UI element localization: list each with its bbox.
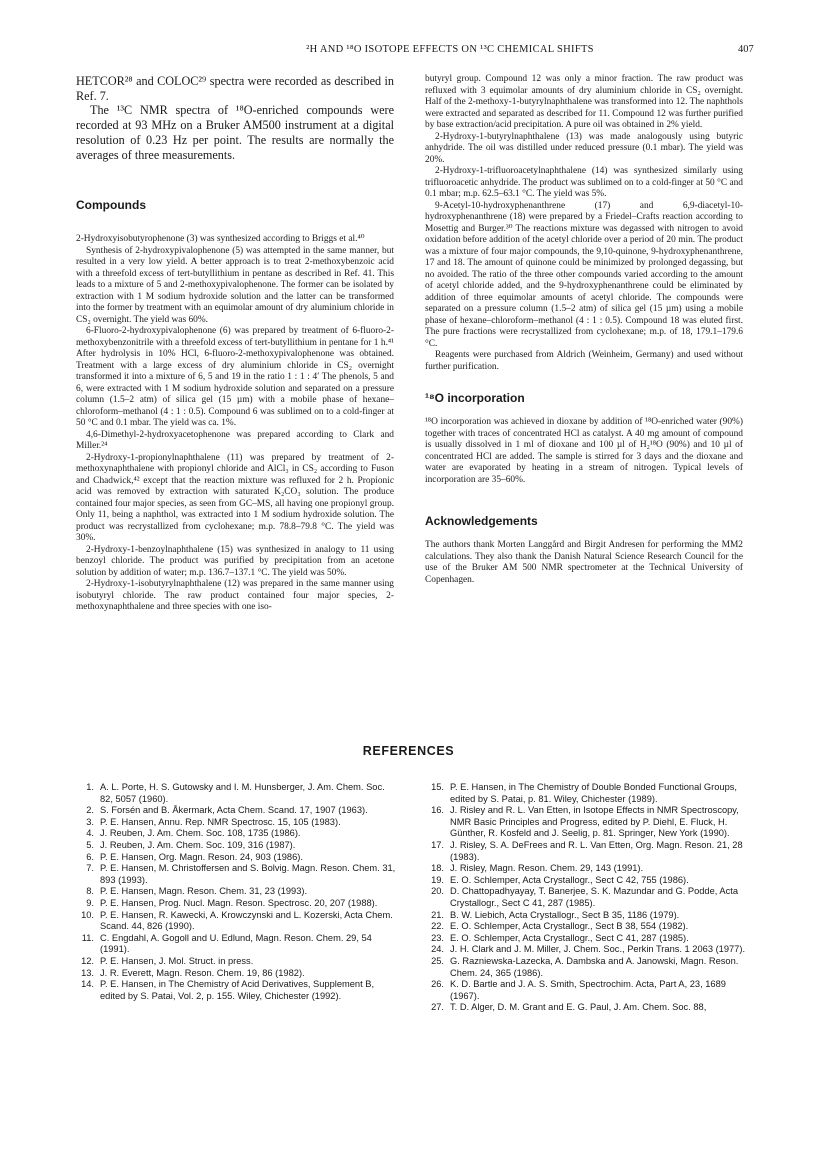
reference-item xyxy=(428,921,750,933)
intro-paragraph: HETCOR²⁸ and COLOC²⁹ spectra were recorded as described in Ref. 7. xyxy=(76,74,394,103)
reference-text: P. E. Hansen, in The Chemistry of Acid Derivatives, Supplement B, edited by S. Patai, Vol. 2, p. 155. Wiley, Chichester (1992). xyxy=(100,979,375,1001)
reference-text: P. E. Hansen, Magn. Reson. Chem. 31, 23 (1993). xyxy=(100,886,308,897)
reference-text: J. Reuben, J. Am. Chem. Soc. 109, 316 (1987). xyxy=(100,839,296,850)
reference-text: D. Chattopadhyayay, T. Banerjee, S. K. Mazundar and G. Podde, Acta Crystallogr., Sect C 41, 287 (1985). xyxy=(450,886,739,908)
reference-number: 25. xyxy=(431,955,444,966)
reference-item xyxy=(428,1002,750,1014)
reference-number: 10. xyxy=(81,909,94,920)
reference-item xyxy=(78,910,400,933)
reference-item xyxy=(78,979,400,1002)
incorporation-text: ¹⁸O incorporation was achieved in dioxane by addition of ¹⁸O-enriched water (90%) together with traces of concentrated HCl as catalyst. A 40 mg amount of compound is usually dissolved in 1 ml of dioxane and 100 µl of H₂¹⁸O (90%) and 10 µl of concentrated HCl are added. The sample is stirred for 3 days and the dioxane and water are evaporated by heating in a stream of nitrogen. Typical levels of incorporation are 35–60%. xyxy=(425,417,743,485)
compound-paragraph: 2-Hydroxy-1-trifluoroacetylnaphthalene (14) was synthesized similarly using trifluoroacetic anhydride. The product was sublimed on to a cold-finger at 50 °C and 0.1 mbar; m.p. 62.5–63.1 °C. The yield was 5%. xyxy=(425,166,743,199)
reference-number: 14. xyxy=(81,979,94,990)
reference-item xyxy=(78,817,400,829)
reference-item xyxy=(78,898,400,910)
reference-text: C. Engdahl, A. Gogoll and U. Edlund, Magn. Reson. Chem. 29, 54 (1991). xyxy=(100,932,372,955)
reference-number: 3. xyxy=(86,816,94,827)
references-heading: REFERENCES xyxy=(362,744,455,758)
reference-number: 16. xyxy=(431,805,444,816)
reference-text: P. E. Hansen, in The Chemistry of Double Bonded Functional Groups, edited by S. Patai, p. 81. Wiley, Chichester (1989). xyxy=(450,782,737,804)
reference-text: J. Risley, S. A. DeFrees and R. L. Van Etten, Org. Magn. Reson. 21, 28 (1983). xyxy=(450,839,743,862)
compound-paragraph: Synthesis of 2-hydroxypivalophenone (5) was attempted in the same manner, but resulted in a very low yield. A better approach is to treat 2-methoxybenzoic acid with a threefold excess of tert-butyllithium in pentane as described in Ref. 41. This leads to a mixture of 5 and 2-methoxypivalophenone. The former can be isolated by extraction with 1 M sodium hydroxide solution and the latter can be transformed into the former by treatment with an equimolar amount of dry aluminium chloride in CS₂ overnight. The yield was 60%. xyxy=(76,245,394,325)
reference-text: T. D. Alger, D. M. Grant and E. G. Paul, J. Am. Chem. Soc. 88, xyxy=(450,1002,707,1013)
compound-paragraph: 2-Hydroxy-1-isobutyrylnaphthalene (12) was prepared in the same manner using isobutyryl chloride. The raw product contained four major species, 2-methoxynaphthalene and three species with one iso- xyxy=(76,579,394,613)
compound-paragraph: 2-Hydroxyisobutyrophenone (3) was synthesized according to Briggs et al.⁴⁰ xyxy=(76,234,365,245)
reference-text: P. E. Hansen, M. Christoffersen and S. Bolvig. Magn. Reson. Chem. 31, 893 (1993). xyxy=(100,863,396,885)
reference-item xyxy=(78,805,400,817)
reference-item xyxy=(428,782,750,805)
reference-number: 9. xyxy=(86,897,94,908)
reference-item xyxy=(428,979,750,1002)
reference-text: E. O. Schlemper, Acta Crystallogr., Sect B 38, 554 (1982). xyxy=(450,921,689,932)
reference-number: 6. xyxy=(86,851,94,862)
reference-text: E. O. Schlemper, Acta Crystallogr., Sect C 42, 755 (1986). xyxy=(450,874,689,885)
acknowledgements-heading: Acknowledgements xyxy=(425,514,538,528)
reference-item xyxy=(428,956,750,979)
reference-item xyxy=(428,944,750,956)
reference-number: 22. xyxy=(431,921,444,932)
reference-number: 27. xyxy=(431,1002,444,1013)
reference-number: 15. xyxy=(431,782,444,792)
reference-item xyxy=(428,840,750,863)
reference-text: P. E. Hansen, R. Kawecki, A. Krowczynski and L. Kozerski, Acta Chem. Scand. 44, 826 (1990). xyxy=(100,909,393,932)
reference-number: 1. xyxy=(86,782,94,792)
reference-item xyxy=(428,863,750,875)
reference-number: 8. xyxy=(86,886,94,897)
reference-item xyxy=(78,933,400,956)
reference-text: P. E. Hansen, J. Mol. Struct. in press. xyxy=(100,955,254,966)
reference-item xyxy=(78,782,400,805)
page-number: 407 xyxy=(738,44,754,55)
reference-number: 24. xyxy=(431,944,444,955)
reference-number: 12. xyxy=(81,955,94,966)
compound-paragraph: 2-Hydroxy-1-benzoylnaphthalene (15) was synthesized in analogy to 11 using benzoyl chloride. The product was purified by precipitation from an acetone solution by addition of water; m.p. 136.7–137.1 °C. The yield was 50%. xyxy=(76,544,394,578)
reference-number: 5. xyxy=(86,839,94,850)
reference-text: E. O. Schlemper, Acta Crystallogr., Sect C 41, 287 (1985). xyxy=(450,932,689,943)
reference-number: 20. xyxy=(431,886,444,897)
reference-number: 18. xyxy=(431,863,444,874)
reference-item xyxy=(428,805,750,840)
compounds-heading: Compounds xyxy=(76,198,146,213)
compound-paragraph: Reagents were purchased from Aldrich (Weinheim, Germany) and used without further purification. xyxy=(425,350,743,372)
reference-item xyxy=(428,910,750,922)
incorporation-heading: ¹⁸O incorporation xyxy=(425,391,525,405)
reference-text: P. E. Hansen, Annu. Rep. NMR Spectrosc. 15, 105 (1983). xyxy=(100,816,341,827)
reference-text: P. E. Hansen, Prog. Nucl. Magn. Reson. Spectrosc. 20, 207 (1988). xyxy=(100,897,378,908)
compound-paragraph: 4,6-Dimethyl-2-hydroxyacetophenone was prepared according to Clark and Miller.²⁴ xyxy=(76,429,394,452)
reference-text: B. W. Liebich, Acta Crystallogr., Sect B 35, 1186 (1979). xyxy=(450,909,680,920)
reference-item xyxy=(428,875,750,887)
reference-item xyxy=(78,956,400,968)
reference-number: 13. xyxy=(81,967,94,978)
reference-number: 21. xyxy=(431,909,444,920)
intro-paragraph: The ¹³C NMR spectra of ¹⁸O-enriched compounds were recorded at 93 MHz on a Bruker AM500 instrument at a digital resolution of 0.23 Hz per point. The results are normally the averages of three measurements. xyxy=(76,103,394,162)
compound-paragraph: butyryl group. Compound 12 was only a minor fraction. The raw product was refluxed with 3 equimolar amounts of dry aluminium chloride in CS₂ overnight. Half of the 2-methoxy-1-butyrylnaphthalene was transformed into 12. The naphthols were extracted and separated as described for 11. Compound 12 was further purified by base extraction/acid precipitation. A pure oil was obtained in 2% yield. xyxy=(425,74,743,130)
reference-number: 11. xyxy=(81,932,94,943)
reference-text: J. Risley, Magn. Reson. Chem. 29, 143 (1991). xyxy=(450,863,644,874)
compound-paragraph: 2-Hydroxy-1-butyrylnaphthalene (13) was made analogously using butyric anhydride. The oil was distilled under reduced pressure (0.1 mbar). The yield was 20%. xyxy=(425,131,743,165)
acknowledgements-text: The authors thank Morten Langgård and Birgit Andresen for performing the MM2 calculations. They also thank the Danish Natural Science Research Council for the use of the Bruker AM 500 NMR spectrometer at the Technical University of Copenhagen. xyxy=(425,540,743,585)
references-list-right xyxy=(428,782,750,1014)
compound-paragraph: 6-Fluoro-2-hydroxypivalophenone (6) was prepared by treatment of 6-fluoro-2-methoxybenzonitrile with a threefold excess of tert-butyllithium in pentane for 1 h.⁴¹ After hydrolysis in 10% HCl, 6-fluoro-2-methoxypivalophenone was obtained. Treatment with a large excess of dry aluminium chloride in CS₂ overnight transformed it into a mixture of 6, 5 and 19 in the ratio 1 : 1 : 4′ The phenols, 5 and 6, were extracted with 1 M sodium hydroxide solution and separated on a pressure column (1.5–2 atm) of silica gel (15 µm) with a mobile phase of hexane–chloroform–methanol (4 : 1 : 0.5). Compound 6 was sublimed on to a cold-finger at 50 °C and 0.1 mbar. The yield was ca. 1%. xyxy=(76,326,394,429)
reference-text: K. D. Bartle and J. A. S. Smith, Spectrochim. Acta, Part A, 23, 1689 (1967). xyxy=(450,979,726,1001)
reference-text: J. Reuben, J. Am. Chem. Soc. 108, 1735 (1986). xyxy=(100,828,301,839)
reference-item xyxy=(78,886,400,898)
left-column xyxy=(76,74,394,614)
reference-item xyxy=(78,968,400,980)
reference-number: 7. xyxy=(86,863,94,874)
reference-number: 4. xyxy=(86,828,94,839)
reference-item xyxy=(78,828,400,840)
reference-number: 2. xyxy=(86,805,94,816)
reference-text: P. E. Hansen, Org. Magn. Reson. 24, 903 (1986). xyxy=(100,851,303,862)
reference-item xyxy=(78,840,400,852)
reference-item xyxy=(78,852,400,864)
reference-number: 19. xyxy=(431,874,444,885)
reference-item xyxy=(428,933,750,945)
right-column xyxy=(425,74,743,586)
reference-number: 26. xyxy=(431,979,444,990)
running-head: ²H AND ¹⁸O ISOTOPE EFFECTS ON ¹³C CHEMICAL SHIFTS xyxy=(306,44,594,55)
reference-text: J. R. Everett, Magn. Reson. Chem. 19, 86 (1982). xyxy=(100,967,305,978)
reference-item xyxy=(428,886,750,909)
reference-text: A. L. Porte, H. S. Gutowsky and I. M. Hunsberger, J. Am. Chem. Soc. 82, 5057 (1960). xyxy=(100,782,385,804)
reference-item xyxy=(78,863,400,886)
reference-text: J. H. Clark and J. M. Miller, J. Chem. Soc., Perkin Trans. 1 2063 (1977). xyxy=(450,944,746,955)
reference-number: 17. xyxy=(431,839,444,850)
references-list-left xyxy=(78,782,400,1002)
reference-text: J. Risley and R. L. Van Etten, in Isotope Effects in NMR Spectroscopy, NMR Basic Principles and Progress, edited by P. Diehl, E. Fluck, H. Günther, R. Kosfeld and J. Seelig, p. 81. Springer, New York (1990). xyxy=(450,805,739,839)
compound-paragraph: 2-Hydroxy-1-propionylnaphthalene (11) was prepared by treatment of 2-methoxynaphthalene with propionyl chloride and AlCl₃ in CS₂ according to Fuson and Chadwick,⁴² except that the reaction mixture was refluxed for 2 h. Propionic acid was removed by extraction with saturated K₂CO₃ solution. The produce contained four major species, as seen from GC–MS, all having one propionyl group. Only 11, being a naphthol, was extracted into 1 M sodium hydroxide solution. The product was recrystallized from cyclohexane; m.p. 78.8–79.8 °C. The yield was 30%. xyxy=(76,452,394,544)
reference-number: 23. xyxy=(431,932,444,943)
compound-paragraph: 9-Acetyl-10-hydroxyphenanthrene (17) and 6,9-diacetyl-10-hydroxyphenanthrene (18) were prepared by a Friedel–Crafts reaction according to Mosettig and Burger.³⁰ The reactions mixture was degassed with nitrogen to avoid oxidation before addition of the acetyl chloride over a period of 20 min. The product was a mixture of four major compounds, the 9,10-quinone, 9-hydroxyphenanthrene, 17 and 18. The amount of quinone could be minimized by prolonged degassing, but no avoided. The ratio of the three other compounds varied according to the amount of acetyl chloride added, and the 9-hydroxyphenanthrene could be eliminated by addition of three equimolar amounts of acetyl chloride. The compounds were separated on a pressure column (1.5–2 atm) of silica gel (15 µm) using a mobile phase of hexane–chloroform–methanol (4 : 1 : 0.5). Compound 18 was eluted first. The pure fractions were recrystallized from cyclohexane; m.p. of 18, 179.1–179.6 °C. xyxy=(425,200,743,349)
reference-text: G. Razniewska-Lazecka, A. Dambska and A. Janowski, Magn. Reson. Chem. 24, 365 (1986). xyxy=(450,955,739,978)
reference-text: S. Forsén and B. Åkermark, Acta Chem. Scand. 17, 1907 (1963). xyxy=(100,805,368,816)
